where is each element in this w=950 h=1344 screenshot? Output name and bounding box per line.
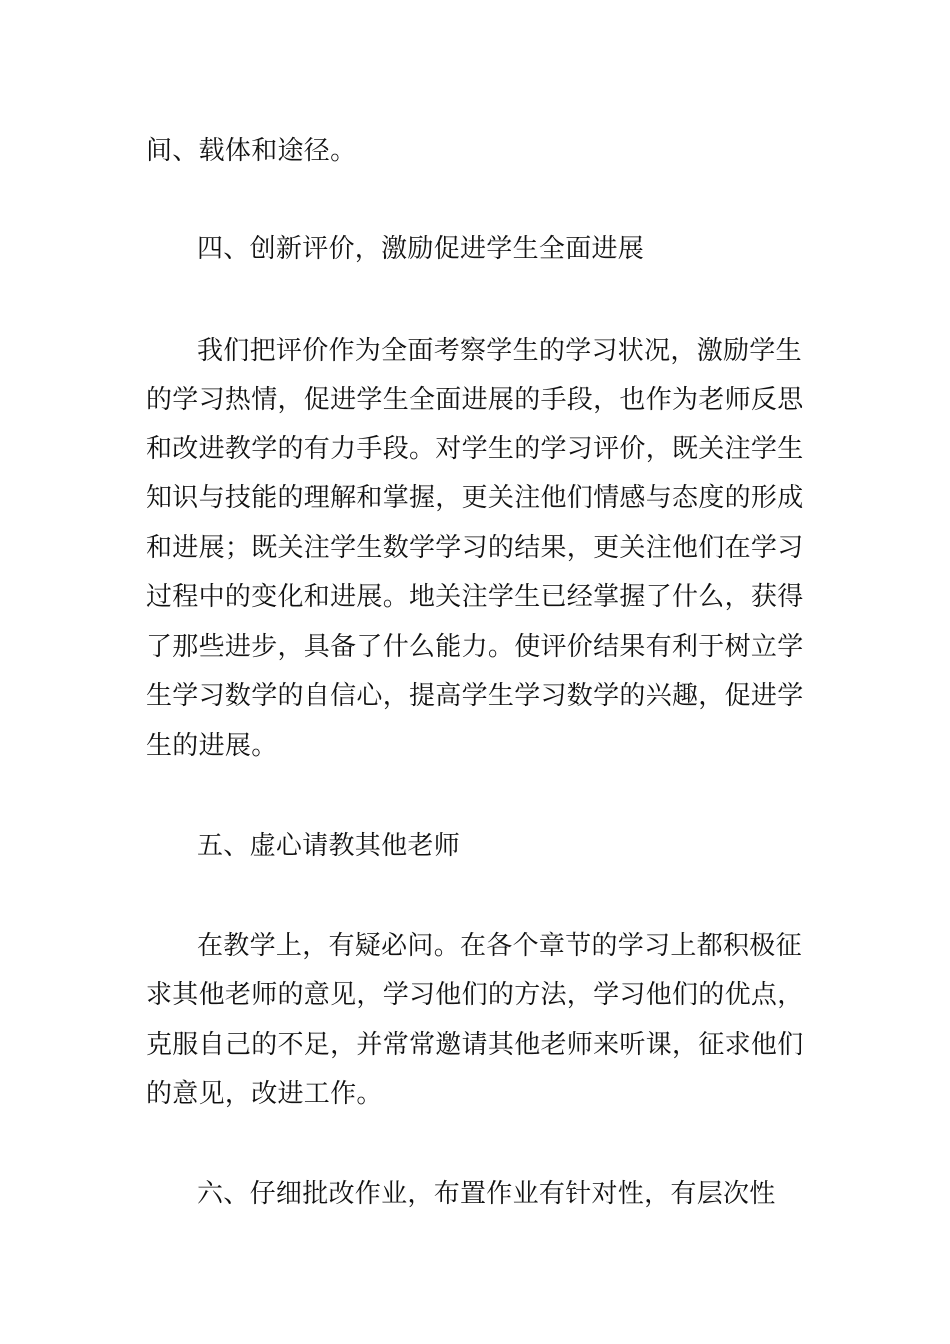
paragraph-line: 间、载体和途径。 (146, 136, 357, 166)
paragraph-line: 在教学上，有疑必问。在各个章节的学习上都积极征 (197, 931, 802, 961)
paragraph-line: 和改进教学的有力手段。对学生的学习评价，既关注学生 (146, 434, 804, 464)
section-heading-4: 四、创新评价，激励促进学生全面进展 (197, 234, 645, 264)
paragraph-line: 了那些进步，具备了什么能力。使评价结果有利于树立学 (146, 632, 804, 662)
paragraph-line: 我们把评价作为全面考察学生的学习状况，激励学生 (197, 336, 802, 366)
section-heading-6: 六、仔细批改作业，布置作业有针对性，有层次性 (197, 1179, 776, 1209)
section-heading-5: 五、虚心请教其他老师 (197, 831, 461, 861)
paragraph-line: 生学习数学的自信心，提高学生学习数学的兴趣，促进学 (146, 681, 804, 711)
paragraph-line: 的意见，改进工作。 (146, 1079, 383, 1109)
paragraph-line: 求其他老师的意见，学习他们的方法，学习他们的优点， (146, 980, 804, 1010)
paragraph-line: 过程中的变化和进展。地关注学生已经掌握了什么，获得 (146, 582, 804, 612)
paragraph-line: 知识与技能的理解和掌握，更关注他们情感与态度的形成 (146, 483, 804, 513)
paragraph-line: 和进展；既关注学生数学学习的结果，更关注他们在学习 (146, 533, 804, 563)
paragraph-line: 的学习热情，促进学生全面进展的手段，也作为老师反思 (146, 385, 804, 415)
paragraph-line: 生的进展。 (146, 731, 278, 761)
paragraph-line: 克服自己的不足，并常常邀请其他老师来听课，征求他们 (146, 1030, 804, 1060)
